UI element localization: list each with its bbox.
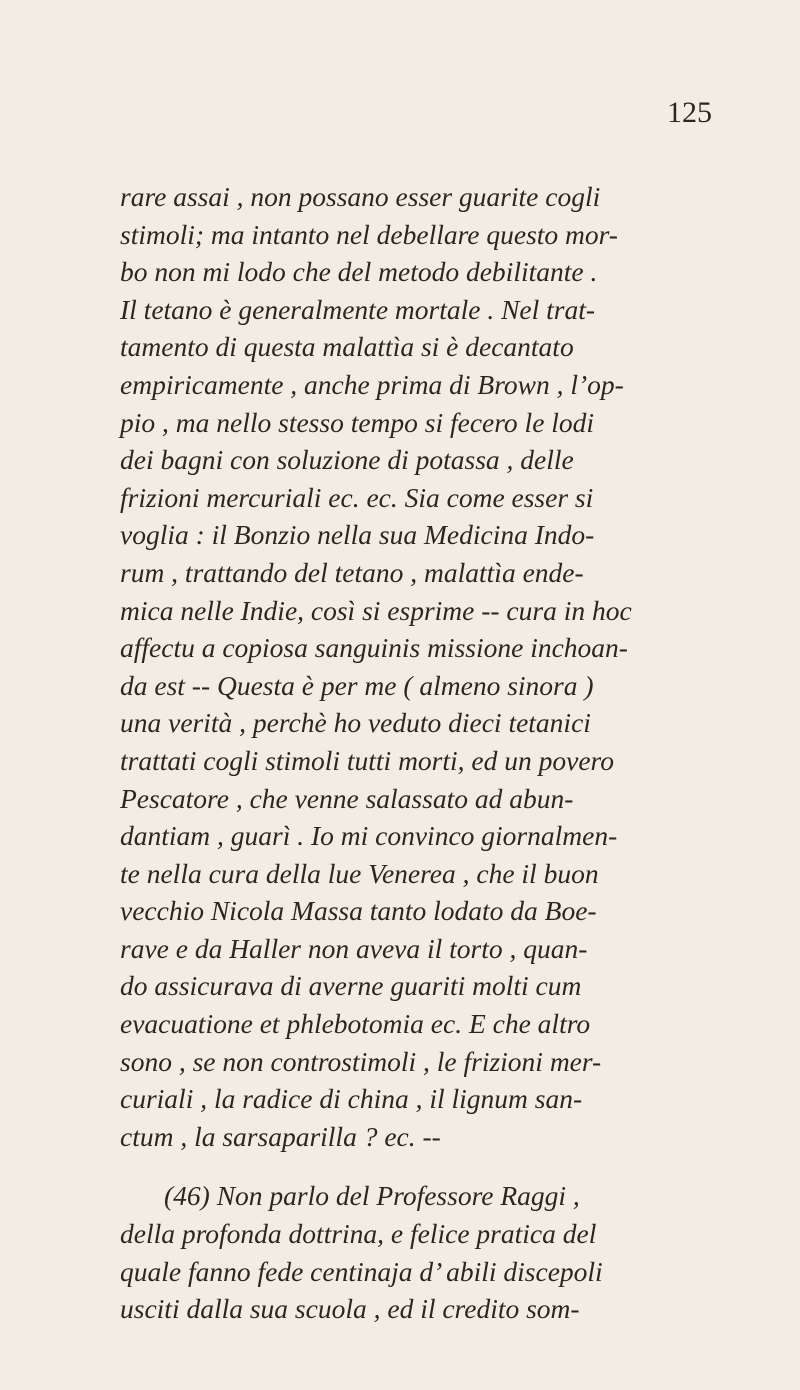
body-text [120,178,720,1328]
text-line: dei bagni con soluzione di potassa , delle [120,444,574,476]
text-line: Il tetano è generalmente mortale . Nel trat- [120,293,596,325]
text-line: ctum , la sarsaparilla ? ec. -- [120,1120,441,1152]
text-line: trattati cogli stimoli tutti morti, ed un povero [120,744,614,776]
text-line: tamento di questa malattìa si è decantato [120,331,574,363]
text-line: una verità , perchè ho veduto dieci tetanici [120,707,591,739]
text-line: rum , trattando del tetano , malattìa ende- [120,556,584,588]
text-line: te nella cura della lue Venerea , che il buon [120,857,599,889]
text-line: voglia : il Bonzio nella sua Medicina Indo- [120,519,595,551]
text-line: do assicurava di averne guariti molti cum [120,970,582,1002]
text-line: rave e da Haller non aveva il torto , quan- [120,932,588,964]
text-line: empiricamente , anche prima di Brown , l’op- [120,368,624,400]
paragraph-2-footnote [120,1177,720,1327]
text-line: quale fanno fede centinaja d’ abili discepoli [120,1255,603,1287]
text-line: dantiam , guarì . Io mi convinco giornalmen- [120,820,618,852]
text-line: vecchio Nicola Massa tanto lodato da Boe- [120,895,597,927]
page-number: 125 [667,96,712,129]
text-line: della profonda dottrina, e felice pratica del [120,1218,597,1250]
text-line: usciti dalla sua scuola , ed il credito som- [120,1293,580,1325]
text-line: pio , ma nello stesso tempo si fecero le lodi [120,406,595,438]
text-line: evacuatione et phlebotomia ec. E che altro [120,1008,591,1040]
text-line: curiali , la radice di china , il lignum san- [120,1083,583,1115]
text-line: sono , se non controstimoli , le frizioni mer- [120,1045,602,1077]
text-line: frizioni mercuriali ec. ec. Sia come esser si [120,481,594,513]
text-line: da est -- Questa è per me ( almeno sinora ) [120,669,594,701]
text-line: rare assai , non possano esser guarite cogli [120,181,601,212]
paragraph-gap [120,1155,720,1177]
text-line: affectu a copiosa sanguinis missione inchoan- [120,632,628,664]
text-line: stimoli; ma intanto nel debellare questo mor- [120,218,618,250]
text-line: Pescatore , che venne salassato ad abun- [120,782,574,814]
text-line: mica nelle Indie, così si esprime -- cura in hoc [120,594,632,626]
text-line: (46) Non parlo del Professore Raggi , [164,1180,580,1212]
paragraph-1 [120,178,720,1155]
text-line: bo non mi lodo che del metodo debilitante . [120,256,598,288]
